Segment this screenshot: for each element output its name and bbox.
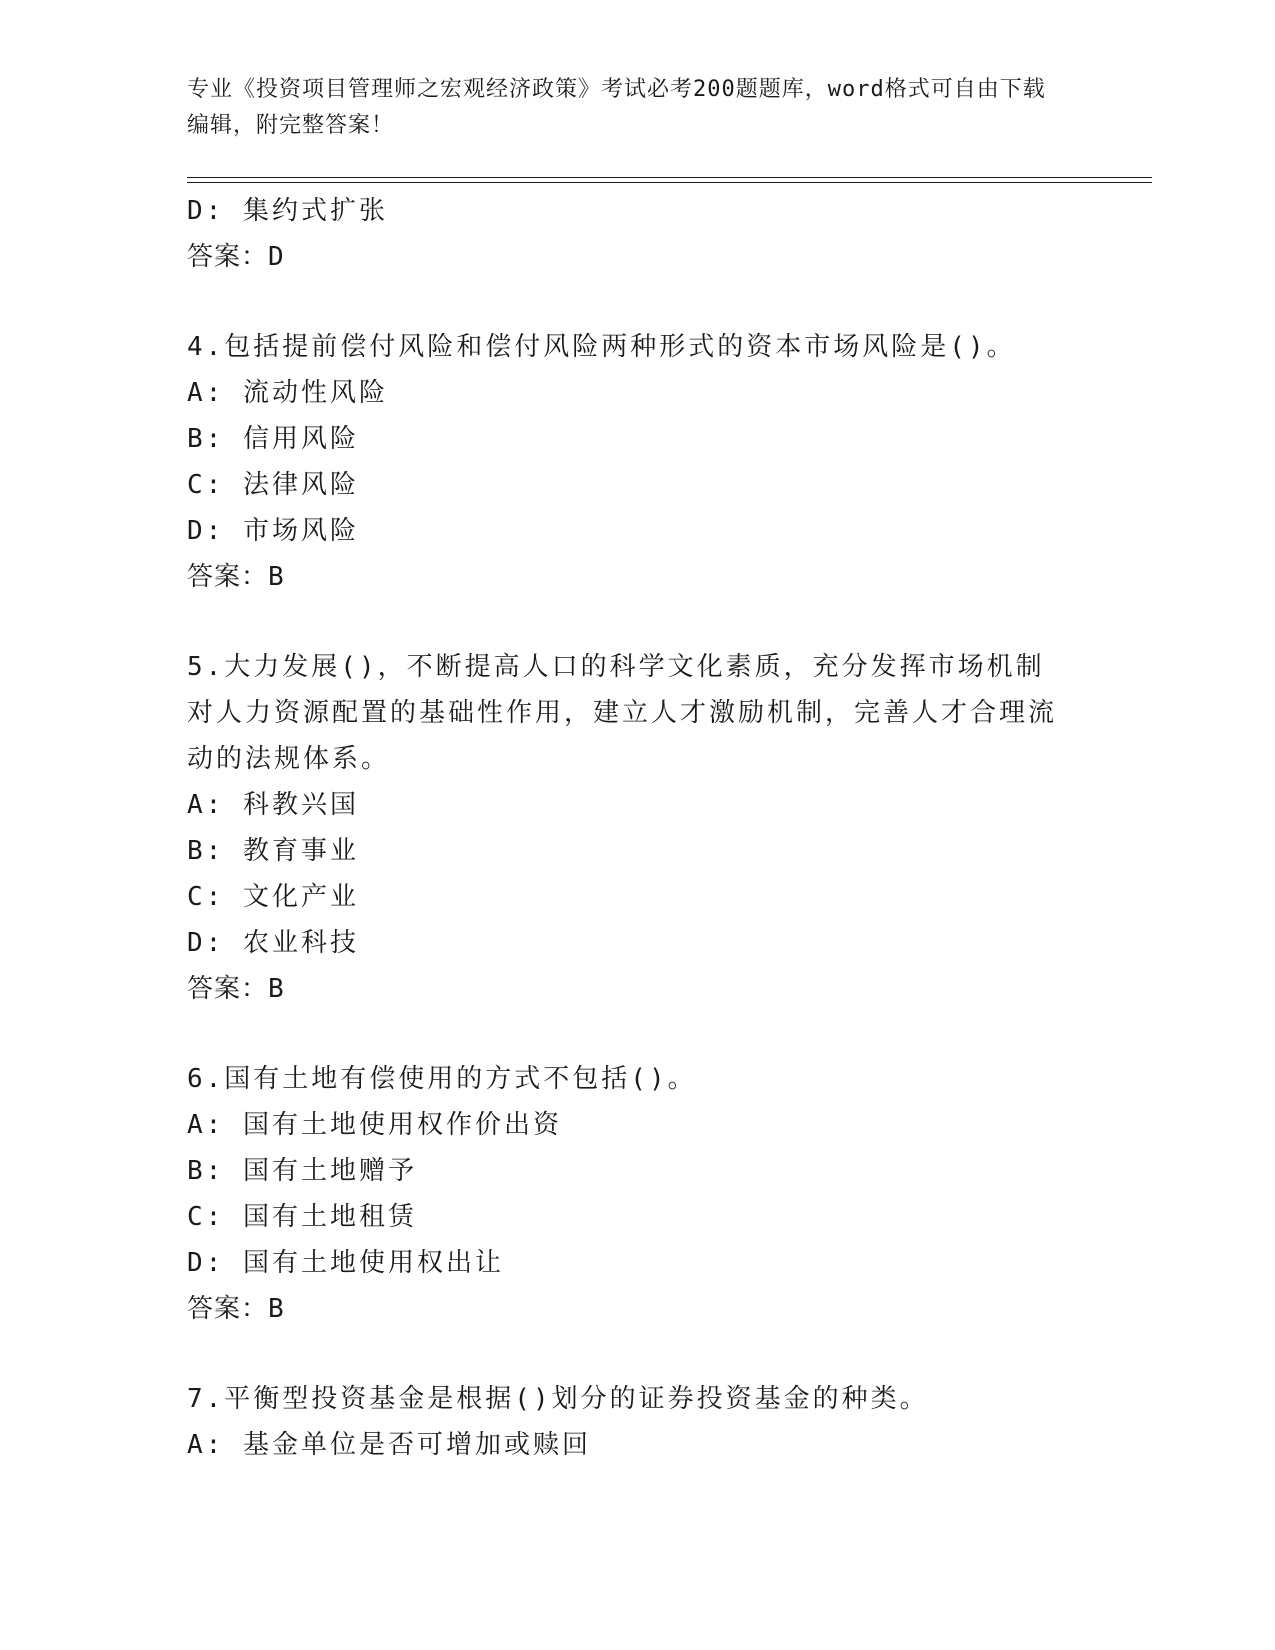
option-d: D: 国有土地使用权出让 <box>187 1248 504 1278</box>
option-b: B: 教育事业 <box>187 836 359 866</box>
option-d: D: 农业科技 <box>187 928 359 958</box>
question-6 <box>187 1056 1087 1332</box>
option-d: D: 市场风险 <box>187 516 359 546</box>
option-c: C: 文化产业 <box>187 882 359 912</box>
header-title: 专业《投资项目管理师之宏观经济政策》考试必考200题题库，word格式可自由下载编辑，附完整答案！ <box>187 77 1046 138</box>
option-c: C: 国有土地租赁 <box>187 1202 417 1232</box>
spacer <box>187 1012 1087 1056</box>
answer: 答案：B <box>187 974 285 1004</box>
header-divider-bottom <box>187 182 1152 183</box>
answer: 答案：B <box>187 562 285 592</box>
option-a: A: 科教兴国 <box>187 790 359 820</box>
question-text: 7.平衡型投资基金是根据()划分的证券投资基金的种类。 <box>187 1384 929 1414</box>
answer: 答案：D <box>187 242 285 272</box>
spacer <box>187 280 1087 324</box>
document-header <box>187 72 1067 144</box>
question-5 <box>187 644 1087 1012</box>
question-4 <box>187 324 1087 600</box>
question-7 <box>187 1376 1087 1468</box>
option-c: C: 法律风险 <box>187 470 359 500</box>
question-text: 6.国有土地有偿使用的方式不包括()。 <box>187 1064 697 1094</box>
option-d: D: 集约式扩张 <box>187 196 388 226</box>
option-a: A: 基金单位是否可增加或赎回 <box>187 1430 591 1460</box>
question-text: 4.包括提前偿付风险和偿付风险两种形式的资本市场风险是()。 <box>187 332 1016 362</box>
question-list <box>187 188 1087 1468</box>
option-b: B: 国有土地赠予 <box>187 1156 417 1186</box>
spacer <box>187 600 1087 644</box>
option-b: B: 信用风险 <box>187 424 359 454</box>
spacer <box>187 1332 1087 1376</box>
answer: 答案：B <box>187 1294 285 1324</box>
question-3-tail <box>187 188 1087 280</box>
option-a: A: 国有土地使用权作价出资 <box>187 1110 562 1140</box>
header-divider-top <box>187 177 1152 178</box>
option-a: A: 流动性风险 <box>187 378 388 408</box>
question-text: 5.大力发展()，不断提高人口的科学文化素质，充分发挥市场机制对人力资源配置的基础性作用，建立人才激励机制，完善人才合理流动的法规体系。 <box>187 652 1058 774</box>
